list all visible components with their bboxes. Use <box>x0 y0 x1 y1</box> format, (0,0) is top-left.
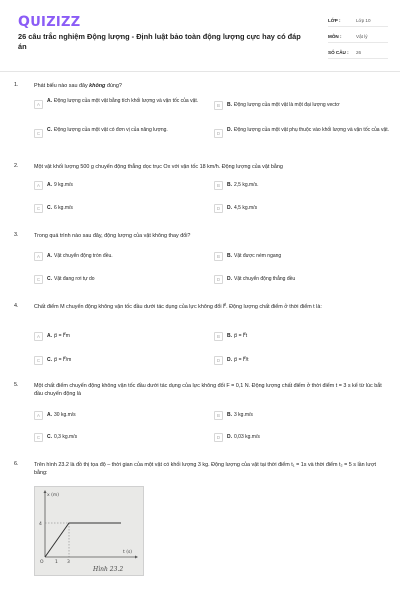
option-box: C <box>34 204 43 213</box>
option-box: B <box>214 101 223 110</box>
option-d[interactable]: D D. Động lượng của một vật phụ thuộc vào khối lượng và vận tốc của vật. <box>214 126 389 138</box>
option-box: B <box>214 411 223 420</box>
question-text: Phát biểu nào sau đây không đúng? <box>34 83 122 89</box>
option-box: A <box>34 411 43 420</box>
option-b[interactable]: B B. p⃗ = F⃗t <box>214 332 389 341</box>
option-box: D <box>214 275 223 284</box>
option-d[interactable]: D D. Vật chuyển động thẳng đều <box>214 275 389 284</box>
option-d[interactable]: D D. 0,03 kg.m/s <box>214 433 389 442</box>
x-axis-label: t (s) <box>123 550 133 555</box>
option-c[interactable]: C C. 0,3 kg.m/s <box>34 433 209 442</box>
document-header <box>0 0 400 72</box>
option-box: D <box>214 129 223 138</box>
option-d[interactable]: D D. p⃗ = F⃗/t <box>214 356 389 365</box>
question-text: Chất điểm M chuyển động không vận tốc đầu dưới tác dụng của lực không đổi F⃗. Động lượng chất điểm ở thời điểm t là: <box>34 304 322 310</box>
option-a[interactable]: A A. p⃗ = F⃗m <box>34 332 209 341</box>
figure-caption: Hình 23.2 <box>93 566 124 573</box>
position-time-graph-image <box>34 486 144 576</box>
meta-subject: MÔN : Vật lý <box>328 30 388 43</box>
option-box: C <box>34 433 43 442</box>
option-b[interactable]: B B. 2,5 kg.m/s. <box>214 181 389 190</box>
option-box: B <box>214 252 223 261</box>
option-box: D <box>214 204 223 213</box>
option-box: D <box>214 356 223 365</box>
option-a[interactable]: A A. Vật chuyển động tròn đều. <box>34 252 209 261</box>
question-number: 4. <box>14 303 19 309</box>
quizizz-logo: QUIZIZZ <box>18 14 81 30</box>
option-c[interactable]: C C. Động lượng của một vật có đơn vị của năng lượng. <box>34 126 209 138</box>
document-meta <box>328 14 388 62</box>
question-number: 6. <box>14 461 19 467</box>
document-title: 26 câu trắc nghiệm Động lượng - Định luật bảo toàn động lượng cực hay có đáp án <box>18 32 301 51</box>
option-box: D <box>214 433 223 442</box>
option-box: A <box>34 100 43 109</box>
meta-grade: LỚP : Lớp 10 <box>328 14 388 27</box>
question-text: Một chất điểm chuyển động không vận tốc đầu dưới tác dụng của lực không đổi F = 0,1 N. Động lượng chất điểm ở thời điểm t = 3 s kể từ lúc bắt đầu chuyển động là <box>34 383 382 397</box>
option-box: C <box>34 129 43 138</box>
question-number: 5. <box>14 382 19 388</box>
origin-label: O <box>40 560 44 565</box>
option-c[interactable]: C C. p⃗ = F⃗/m <box>34 356 209 365</box>
graph-drawing <box>35 487 143 575</box>
question-text: Một vật khối lượng 500 g chuyển động thẳng dọc trục Ox với vận tốc 18 km/h. Động lượng của vật bằng <box>34 164 283 170</box>
question-number: 3. <box>14 232 19 238</box>
option-b[interactable]: B B. Động lượng của một vật là một đại lượng vectơ <box>214 101 389 110</box>
question-text: Trong quá trình nào sau đây, động lượng của vật không thay đổi? <box>34 233 191 239</box>
y-axis-label: x (m) <box>47 493 59 498</box>
meta-question-count: SỐ CÂU : 26 <box>328 46 388 59</box>
option-box: A <box>34 252 43 261</box>
option-d[interactable]: D D. 4,5 kg.m/s <box>214 204 389 213</box>
question-text: Trên hình 23.2 là đồ thị tọa độ – thời gian của một vật có khối lượng 3 kg. Động lượng của vật tại thời điểm t₁ = 1s và thời điểm t₂ = 5 s lần lượt bằng: <box>34 462 376 476</box>
option-box: B <box>214 332 223 341</box>
option-c[interactable]: C C. Vật đang rơi tự do <box>34 275 209 284</box>
y-tick-label: 4 <box>39 522 42 527</box>
option-a[interactable]: A A. 9 kg.m/s <box>34 181 209 190</box>
question-number: 1. <box>14 82 19 88</box>
option-box: B <box>214 181 223 190</box>
x-tick-label-1: 1 <box>55 560 58 565</box>
option-a[interactable]: A A. Động lượng của một vật bằng tích khối lượng và vận tốc của vật. <box>34 97 209 109</box>
option-box: A <box>34 181 43 190</box>
x-tick-label-2: 3 <box>67 560 70 565</box>
option-a[interactable]: A A. 30 kg.m/s <box>34 411 209 420</box>
option-box: A <box>34 332 43 341</box>
option-b[interactable]: B B. 3 kg.m/s <box>214 411 389 420</box>
question-number: 2. <box>14 163 19 169</box>
option-box: C <box>34 275 43 284</box>
option-box: C <box>34 356 43 365</box>
option-c[interactable]: C C. 6 kg.m/s <box>34 204 209 213</box>
option-b[interactable]: B B. Vật được ném ngang <box>214 252 389 261</box>
